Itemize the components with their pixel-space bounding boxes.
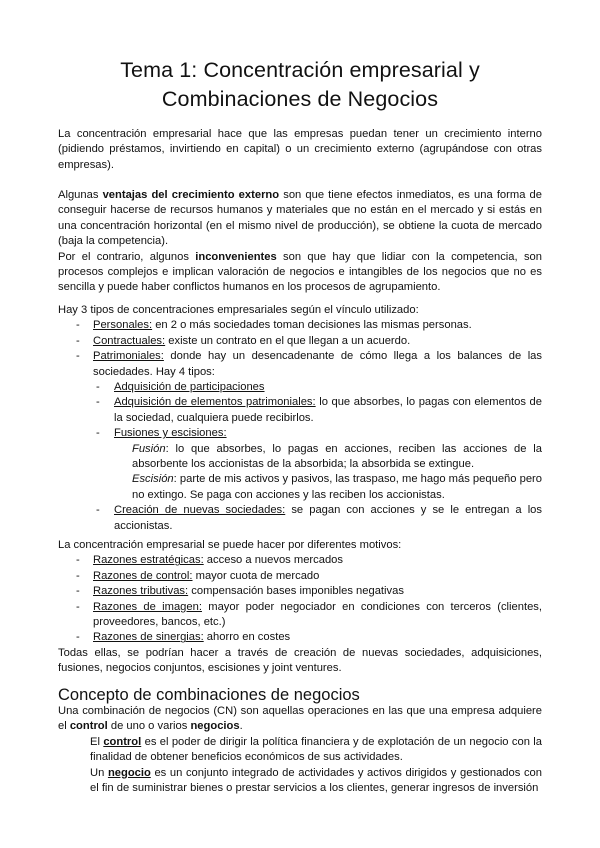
section-heading: Concepto de combinaciones de negocios bbox=[58, 686, 360, 704]
list-item: - Razones estratégicas: acceso a nuevos mercados bbox=[58, 553, 542, 568]
combinaciones-section bbox=[58, 684, 542, 706]
sub-list-item: - Adquisición de participaciones bbox=[58, 380, 542, 395]
combinaciones-body bbox=[58, 704, 542, 796]
negocio-definition: Un negocio es un conjunto integrado de actividades y activos dirigidos y gestionados con el fin de suministrar bienes o prestar servicios a los clientes, generar ingresos de inversión bbox=[90, 766, 542, 795]
ventajas-term: ventajas del crecimiento externo bbox=[102, 189, 280, 201]
fusion-item: Fusión: lo que absorbes, lo pagas en acciones, reciben las acciones de la absorbente los accionistas de la absorbida; la absorbida se extingue. bbox=[132, 442, 542, 471]
motivos-intro: La concentración empresarial se puede hacer por diferentes motivos: bbox=[58, 539, 402, 551]
inconvenientes-term: inconvenientes bbox=[195, 250, 277, 263]
escision-item: Escisión: parte de mis activos y pasivos, las traspaso, me hago más pequeño pero no extingo. Se paga con acciones y las reciben los accionistas. bbox=[132, 473, 542, 501]
tipos-section bbox=[58, 303, 542, 534]
sub-list-item: - Adquisición de elementos patrimoniales: lo que absorbes, lo pagas con elementos de la sociedad, cualquiera puede recibirlos. bbox=[58, 395, 542, 426]
list-item: - Razones de imagen: mayor poder negociador en condiciones con terceros (clientes, proveedores, bancos, etc.) bbox=[58, 600, 542, 631]
list-item: - Razones de sinergias: ahorro en costes bbox=[58, 630, 542, 645]
motivos-outro: Todas ellas, se podrían hacer a través de creación de nuevas sociedades, adquisiciones, fusiones, negocios conjuntos, escisiones y joint ventures. bbox=[58, 646, 542, 675]
intro-paragraph bbox=[58, 127, 542, 173]
list-item: - Patrimoniales: donde hay un desencadenante de cómo llega a los balances de las sociedades. Hay 4 tipos: bbox=[58, 349, 542, 380]
control-definition: El control es el poder de dirigir la política financiera y de explotación de un negocio con la finalidad de obtener beneficios económicos de sus actividades. bbox=[90, 735, 542, 764]
inconvenientes-paragraph: Por el contrario, algunos inconvenientes son que hay que lidiar con la competencia, son procesos complejos e implican valoración de negocios e intangibles de los negocios que no es sencilla y puede haber conflictos humanos en los procesos de agrupamiento. bbox=[58, 250, 542, 294]
list-item: - Razones de control: mayor cuota de mercado bbox=[58, 569, 542, 584]
pros-cons-section bbox=[58, 188, 542, 296]
intro-text: La concentración empresarial hace que las empresas puedan tener un crecimiento interno (pidiendo préstamos, invirtiendo en capital) o un crecimiento externo (agrupándose con otras empresas). bbox=[58, 128, 542, 171]
cn-definition: Una combinación de negocios (CN) son aquellas operaciones en las que una empresa adquiere el control de uno o varios negocios. bbox=[58, 705, 542, 733]
sub-list-item: - Fusiones y escisiones: bbox=[58, 426, 542, 441]
list-item: - Contractuales: existe un contrato en el que llegan a un acuerdo. bbox=[58, 334, 542, 349]
page-title: Tema 1: Concentración empresarial y Combinaciones de Negocios bbox=[120, 58, 480, 111]
list-item: - Personales: en 2 o más sociedades toman decisiones las mismas personas. bbox=[58, 318, 542, 333]
motivos-section bbox=[58, 538, 542, 677]
tipos-intro: Hay 3 tipos de concentraciones empresariales según el vínculo utilizado: bbox=[58, 304, 419, 316]
ventajas-paragraph: Algunas ventajas del crecimiento externo son que tiene efectos inmediatos, es una forma de conseguir hacerse de recursos humanos y materiales que no están en el mercado y si estás en una concentración horizontal (en el mismo nivel de producción), se obtiene la cuota de mercado (baja la competencia). bbox=[58, 189, 542, 248]
list-item: - Razones tributivas: compensación bases imponibles negativas bbox=[58, 584, 542, 599]
sub-list-item: - Creación de nuevas sociedades: se pagan con acciones y se le entregan a los accionistas. bbox=[58, 503, 542, 534]
